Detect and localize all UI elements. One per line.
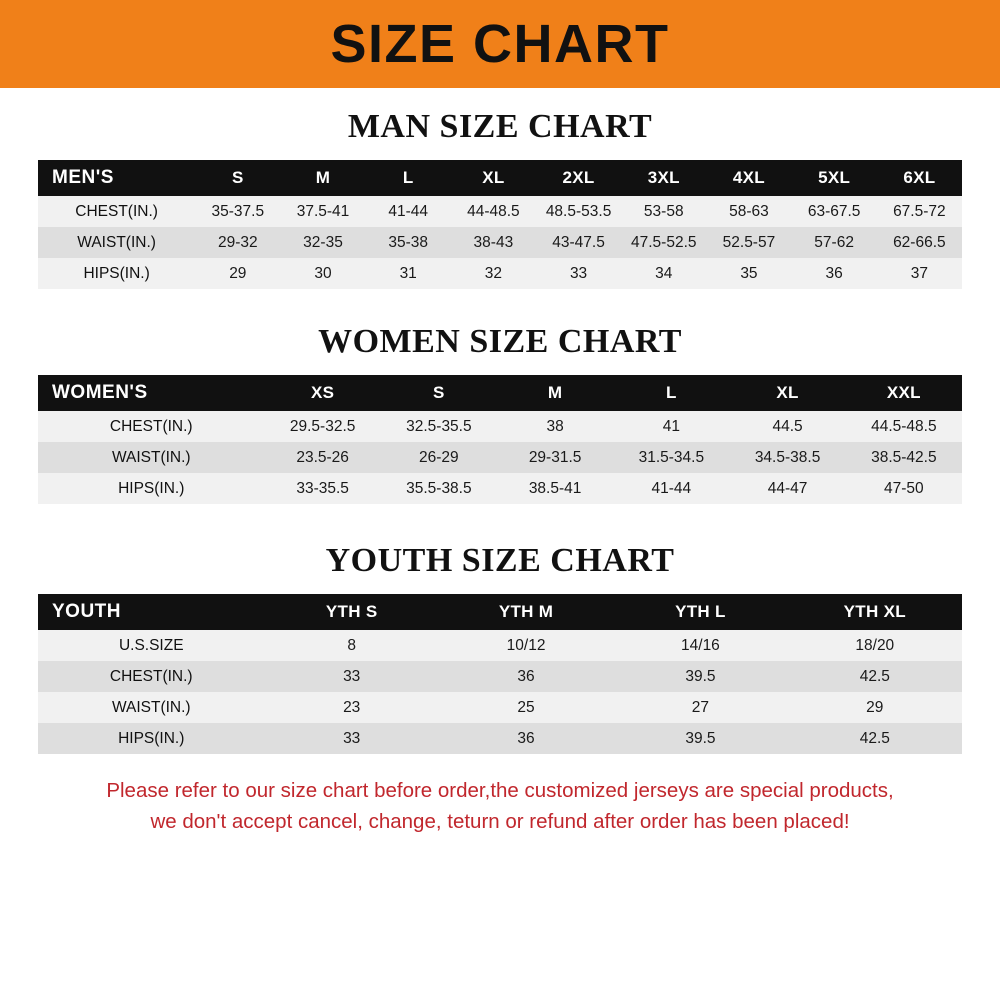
man-col-l: L xyxy=(402,168,414,187)
table-header-row xyxy=(38,375,962,411)
table-cell: 42.5 xyxy=(788,723,962,754)
man-table-head xyxy=(38,160,962,196)
table-cell: 14/16 xyxy=(613,630,787,661)
youth-col-l: YTH L xyxy=(675,602,726,621)
table-row xyxy=(38,661,962,692)
table-cell: 47-50 xyxy=(846,473,962,504)
table-cell: 41-44 xyxy=(366,196,451,227)
women-row-label-waist: WAIST(IN.) xyxy=(38,442,265,473)
table-row xyxy=(38,227,962,258)
table-cell: 63-67.5 xyxy=(792,196,877,227)
table-cell: 44-47 xyxy=(729,473,845,504)
table-cell: 32 xyxy=(451,258,536,289)
youth-row-label-chest: CHEST(IN.) xyxy=(38,661,265,692)
women-col-xs: XS xyxy=(310,383,335,402)
table-cell: 44.5 xyxy=(729,411,845,442)
table-cell: 35.5-38.5 xyxy=(381,473,497,504)
man-col-3xl: 3XL xyxy=(647,168,680,187)
women-col-l: L xyxy=(665,383,677,402)
table-cell: 27 xyxy=(613,692,787,723)
youth-col-m: YTH M xyxy=(498,602,554,621)
table-cell: 34 xyxy=(621,258,706,289)
man-section-title: MAN SIZE CHART xyxy=(347,108,653,145)
women-size-table xyxy=(38,375,962,504)
table-cell: 32.5-35.5 xyxy=(381,411,497,442)
table-cell: 44.5-48.5 xyxy=(846,411,962,442)
table-cell: 36 xyxy=(439,661,613,692)
women-col-m: M xyxy=(547,383,563,402)
youth-section-title: YOUTH SIZE CHART xyxy=(325,542,675,579)
table-cell: 8 xyxy=(265,630,439,661)
man-col-m: M xyxy=(315,168,331,187)
table-cell: 58-63 xyxy=(706,196,791,227)
women-col-xxl: XXL xyxy=(886,383,921,402)
table-cell: 38.5-41 xyxy=(497,473,613,504)
table-row xyxy=(38,630,962,661)
youth-row-label-ussize: U.S.SIZE xyxy=(38,630,265,661)
table-cell: 53-58 xyxy=(621,196,706,227)
table-cell: 35-38 xyxy=(366,227,451,258)
man-col-6xl: 6XL xyxy=(903,168,936,187)
table-cell: 33 xyxy=(265,661,439,692)
table-cell: 42.5 xyxy=(788,661,962,692)
man-row-label-hips: HIPS(IN.) xyxy=(38,258,195,289)
table-row xyxy=(38,692,962,723)
table-cell: 35-37.5 xyxy=(195,196,280,227)
header-banner xyxy=(0,0,1000,88)
table-row xyxy=(38,473,962,504)
women-col-xl: XL xyxy=(776,383,799,402)
page-title: SIZE CHART xyxy=(330,14,670,74)
man-col-4xl: 4XL xyxy=(732,168,765,187)
table-cell: 33 xyxy=(536,258,621,289)
disclaimer-line-2: we don't accept cancel, change, teturn or refund after order has been placed! xyxy=(150,809,850,833)
table-cell: 37 xyxy=(877,258,962,289)
table-header-row xyxy=(38,160,962,196)
table-cell: 52.5-57 xyxy=(706,227,791,258)
table-cell: 31.5-34.5 xyxy=(613,442,729,473)
table-cell: 67.5-72 xyxy=(877,196,962,227)
disclaimer-note xyxy=(22,776,978,838)
women-section-title: WOMEN SIZE CHART xyxy=(318,323,682,360)
man-col-5xl: 5XL xyxy=(818,168,851,187)
table-row xyxy=(38,411,962,442)
women-row-label-hips: HIPS(IN.) xyxy=(38,473,265,504)
women-corner-label: WOMEN'S xyxy=(52,382,148,403)
table-row xyxy=(38,723,962,754)
table-cell: 23.5-26 xyxy=(265,442,381,473)
table-cell: 62-66.5 xyxy=(877,227,962,258)
table-header-row xyxy=(38,594,962,630)
table-cell: 33 xyxy=(265,723,439,754)
table-cell: 26-29 xyxy=(381,442,497,473)
women-row-label-chest: CHEST(IN.) xyxy=(38,411,265,442)
table-cell: 37.5-41 xyxy=(280,196,365,227)
table-cell: 36 xyxy=(792,258,877,289)
table-cell: 48.5-53.5 xyxy=(536,196,621,227)
table-cell: 25 xyxy=(439,692,613,723)
table-cell: 32-35 xyxy=(280,227,365,258)
man-col-xl: XL xyxy=(482,168,505,187)
man-row-label-waist: WAIST(IN.) xyxy=(38,227,195,258)
table-cell: 43-47.5 xyxy=(536,227,621,258)
youth-table-wrap xyxy=(38,594,962,754)
man-row-label-chest: CHEST(IN.) xyxy=(38,196,195,227)
women-col-s: S xyxy=(433,383,445,402)
table-cell: 29.5-32.5 xyxy=(265,411,381,442)
youth-row-label-hips: HIPS(IN.) xyxy=(38,723,265,754)
man-corner-label: MEN'S xyxy=(52,167,114,188)
table-row xyxy=(38,258,962,289)
table-cell: 38-43 xyxy=(451,227,536,258)
youth-table-body xyxy=(38,630,962,754)
table-cell: 29 xyxy=(788,692,962,723)
table-cell: 29-32 xyxy=(195,227,280,258)
table-cell: 57-62 xyxy=(792,227,877,258)
table-cell: 41 xyxy=(613,411,729,442)
table-cell: 30 xyxy=(280,258,365,289)
women-table-head xyxy=(38,375,962,411)
table-cell: 41-44 xyxy=(613,473,729,504)
table-row xyxy=(38,442,962,473)
table-cell: 29 xyxy=(195,258,280,289)
table-cell: 38.5-42.5 xyxy=(846,442,962,473)
table-cell: 10/12 xyxy=(439,630,613,661)
man-table-body xyxy=(38,196,962,289)
women-table-wrap xyxy=(38,375,962,504)
table-cell: 39.5 xyxy=(613,723,787,754)
youth-corner-label: YOUTH xyxy=(52,601,121,622)
man-col-s: S xyxy=(231,168,244,187)
table-cell: 36 xyxy=(439,723,613,754)
youth-size-table xyxy=(38,594,962,754)
youth-col-s: YTH S xyxy=(325,602,378,621)
table-cell: 44-48.5 xyxy=(451,196,536,227)
table-cell: 31 xyxy=(366,258,451,289)
man-size-table xyxy=(38,160,962,289)
women-table-body xyxy=(38,411,962,504)
table-cell: 33-35.5 xyxy=(265,473,381,504)
table-row xyxy=(38,196,962,227)
table-cell: 18/20 xyxy=(788,630,962,661)
table-cell: 38 xyxy=(497,411,613,442)
table-cell: 29-31.5 xyxy=(497,442,613,473)
table-cell: 39.5 xyxy=(613,661,787,692)
youth-col-xl: YTH XL xyxy=(843,602,906,621)
table-cell: 23 xyxy=(265,692,439,723)
man-table-wrap xyxy=(38,160,962,289)
table-cell: 35 xyxy=(706,258,791,289)
table-cell: 47.5-52.5 xyxy=(621,227,706,258)
youth-table-head xyxy=(38,594,962,630)
disclaimer-line-1: Please refer to our size chart before order,the customized jerseys are special products, xyxy=(106,779,894,802)
table-cell: 34.5-38.5 xyxy=(729,442,845,473)
youth-row-label-waist: WAIST(IN.) xyxy=(38,692,265,723)
man-col-2xl: 2XL xyxy=(562,168,595,187)
